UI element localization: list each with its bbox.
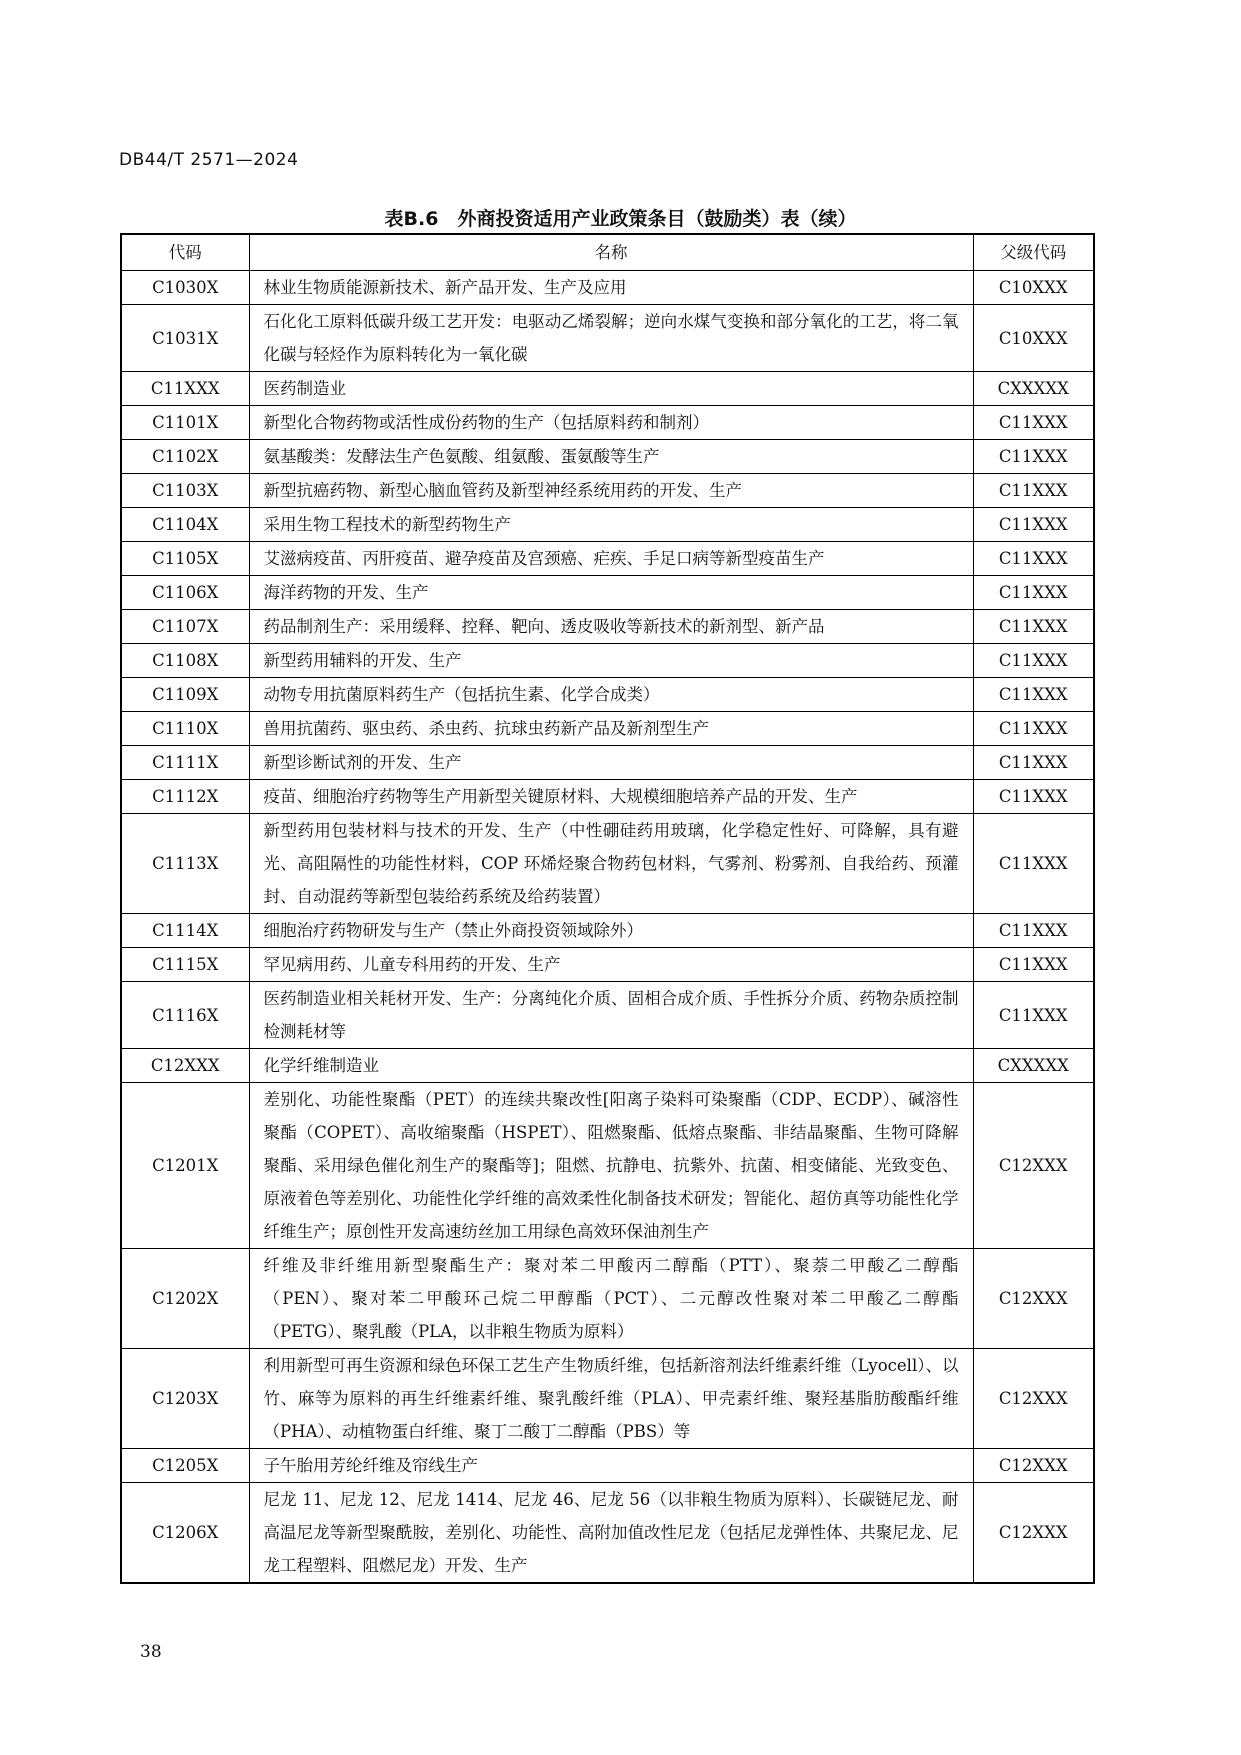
table-row: [121, 610, 1094, 644]
table-title: 表B.6 外商投资适用产业政策条目（鼓励类）表（续）: [384, 208, 857, 230]
table-row: [121, 712, 1094, 746]
code-cell: C1109X: [121, 678, 249, 712]
parent-code-cell: C10XXX: [973, 305, 1094, 372]
name-cell: 兽用抗菌药、驱虫药、杀虫药、抗球虫药新产品及新剂型生产: [249, 712, 973, 746]
table-row: [121, 1249, 1094, 1349]
code-cell: C1113X: [121, 814, 249, 914]
parent-code-cell: C11XXX: [973, 678, 1094, 712]
table-row: [121, 644, 1094, 678]
table-row: [121, 474, 1094, 508]
name-cell: 新型抗癌药物、新型心脑血管药及新型神经系统用药的开发、生产: [249, 474, 973, 508]
parent-code-cell: C12XXX: [973, 1249, 1094, 1349]
table-row: [121, 1349, 1094, 1449]
table-row: [121, 406, 1094, 440]
table-row: [121, 948, 1094, 982]
column-header-name: 名称: [249, 234, 973, 271]
code-cell: C1115X: [121, 948, 249, 982]
table-row: [121, 576, 1094, 610]
code-cell: C11XXX: [121, 372, 249, 406]
name-cell: 尼龙 11、尼龙 12、尼龙 1414、尼龙 46、尼龙 56（以非粮生物质为原料）、长碳链尼龙、耐高温尼龙等新型聚酰胺，差别化、功能性、高附加值改性尼龙（包括尼龙弹性体、共聚尼龙、尼龙工程塑料、阻燃尼龙）开发、生产: [249, 1483, 973, 1584]
table-row: [121, 678, 1094, 712]
parent-code-cell: C11XXX: [973, 474, 1094, 508]
table-row: [121, 780, 1094, 814]
parent-code-cell: C12XXX: [973, 1349, 1094, 1449]
name-cell: 利用新型可再生资源和绿色环保工艺生产生物质纤维，包括新溶剂法纤维素纤维（Lyocell）、以竹、麻等为原料的再生纤维素纤维、聚乳酸纤维（PLA）、甲壳素纤维、聚羟基脂肪酸酯纤维（PHA）、动植物蛋白纤维、聚丁二酸丁二醇酯（PBS）等: [249, 1349, 973, 1449]
code-cell: C1030X: [121, 271, 249, 305]
code-cell: C1103X: [121, 474, 249, 508]
name-cell: 化学纤维制造业: [249, 1049, 973, 1083]
parent-code-cell: C11XXX: [973, 542, 1094, 576]
name-cell: 细胞治疗药物研发与生产（禁止外商投资领域除外）: [249, 914, 973, 948]
code-cell: C1206X: [121, 1483, 249, 1584]
code-cell: C1107X: [121, 610, 249, 644]
name-cell: 罕见病用药、儿童专科用药的开发、生产: [249, 948, 973, 982]
code-cell: C12XXX: [121, 1049, 249, 1083]
code-cell: C1102X: [121, 440, 249, 474]
name-cell: 疫苗、细胞治疗药物等生产用新型关键原材料、大规模细胞培养产品的开发、生产: [249, 780, 973, 814]
name-cell: 医药制造业相关耗材开发、生产：分离纯化介质、固相合成介质、手性拆分介质、药物杂质控制检测耗材等: [249, 982, 973, 1049]
name-cell: 纤维及非纤维用新型聚酯生产：聚对苯二甲酸丙二醇酯（PTT）、聚萘二甲酸乙二醇酯（PEN）、聚对苯二甲酸环己烷二甲醇酯（PCT）、二元醇改性聚对苯二甲酸乙二醇酯（PETG）、聚乳酸（PLA，以非粮生物质为原料）: [249, 1249, 973, 1349]
code-cell: C1205X: [121, 1449, 249, 1483]
column-header-parent-code: 父级代码: [973, 234, 1094, 271]
code-cell: C1101X: [121, 406, 249, 440]
code-cell: C1112X: [121, 780, 249, 814]
parent-code-cell: C11XXX: [973, 440, 1094, 474]
name-cell: 新型化合物药物或活性成份药物的生产（包括原料药和制剂）: [249, 406, 973, 440]
table-row: [121, 746, 1094, 780]
parent-code-cell: C11XXX: [973, 746, 1094, 780]
name-cell: 新型诊断试剂的开发、生产: [249, 746, 973, 780]
parent-code-cell: C11XXX: [973, 406, 1094, 440]
policy-table: [120, 233, 1095, 1584]
parent-code-cell: CXXXXX: [973, 1049, 1094, 1083]
table-header-row: [121, 234, 1094, 271]
table-row: [121, 814, 1094, 914]
table-row: [121, 1083, 1094, 1249]
parent-code-cell: C10XXX: [973, 271, 1094, 305]
parent-code-cell: C11XXX: [973, 712, 1094, 746]
name-cell: 差别化、功能性聚酯（PET）的连续共聚改性[阳离子染料可染聚酯（CDP、ECDP）、碱溶性聚酯（COPET）、高收缩聚酯（HSPET）、阻燃聚酯、低熔点聚酯、非结晶聚酯、生物可降解聚酯、采用绿色催化剂生产的聚酯等]；阻燃、抗静电、抗紫外、抗菌、相变储能、光致变色、原液着色等差别化、功能性化学纤维的高效柔性化制备技术研发；智能化、超仿真等功能性化学纤维生产；原创性开发高速纺丝加工用绿色高效环保油剂生产: [249, 1083, 973, 1249]
document-id: DB44/T 2571—2024: [119, 150, 299, 170]
table-row: [121, 372, 1094, 406]
parent-code-cell: C11XXX: [973, 914, 1094, 948]
name-cell: 氨基酸类：发酵法生产色氨酸、组氨酸、蛋氨酸等生产: [249, 440, 973, 474]
parent-code-cell: C11XXX: [973, 644, 1094, 678]
name-cell: 艾滋病疫苗、丙肝疫苗、避孕疫苗及宫颈癌、疟疾、手足口病等新型疫苗生产: [249, 542, 973, 576]
parent-code-cell: C11XXX: [973, 982, 1094, 1049]
name-cell: 采用生物工程技术的新型药物生产: [249, 508, 973, 542]
table-row: [121, 982, 1094, 1049]
parent-code-cell: C11XXX: [973, 948, 1094, 982]
code-cell: C1203X: [121, 1349, 249, 1449]
code-cell: C1202X: [121, 1249, 249, 1349]
name-cell: 医药制造业: [249, 372, 973, 406]
name-cell: 动物专用抗菌原料药生产（包括抗生素、化学合成类）: [249, 678, 973, 712]
table-row: [121, 542, 1094, 576]
name-cell: 石化化工原料低碳升级工艺开发：电驱动乙烯裂解；逆向水煤气变换和部分氧化的工艺，将二氧化碳与轻烃作为原料转化为一氧化碳: [249, 305, 973, 372]
column-header-code: 代码: [121, 234, 249, 271]
code-cell: C1111X: [121, 746, 249, 780]
parent-code-cell: C12XXX: [973, 1449, 1094, 1483]
parent-code-cell: C11XXX: [973, 508, 1094, 542]
name-cell: 子午胎用芳纶纤维及帘线生产: [249, 1449, 973, 1483]
code-cell: C1116X: [121, 982, 249, 1049]
parent-code-cell: C11XXX: [973, 610, 1094, 644]
name-cell: 林业生物质能源新技术、新产品开发、生产及应用: [249, 271, 973, 305]
code-cell: C1104X: [121, 508, 249, 542]
code-cell: C1106X: [121, 576, 249, 610]
name-cell: 新型药用辅料的开发、生产: [249, 644, 973, 678]
name-cell: 海洋药物的开发、生产: [249, 576, 973, 610]
table-row: [121, 271, 1094, 305]
parent-code-cell: CXXXXX: [973, 372, 1094, 406]
parent-code-cell: C11XXX: [973, 814, 1094, 914]
parent-code-cell: C11XXX: [973, 576, 1094, 610]
code-cell: C1105X: [121, 542, 249, 576]
parent-code-cell: C11XXX: [973, 780, 1094, 814]
parent-code-cell: C12XXX: [973, 1083, 1094, 1249]
parent-code-cell: C12XXX: [973, 1483, 1094, 1584]
table-row: [121, 914, 1094, 948]
table-row: [121, 1049, 1094, 1083]
code-cell: C1031X: [121, 305, 249, 372]
table-row: [121, 305, 1094, 372]
name-cell: 新型药用包装材料与技术的开发、生产（中性硼硅药用玻璃，化学稳定性好、可降解，具有避光、高阻隔性的功能性材料，COP 环烯烃聚合物药包材料，气雾剂、粉雾剂、自我给药、预灌封、自动混药等新型包装给药系统及给药装置）: [249, 814, 973, 914]
code-cell: C1110X: [121, 712, 249, 746]
table-row: [121, 1483, 1094, 1584]
code-cell: C1108X: [121, 644, 249, 678]
page-number: 38: [140, 1642, 162, 1662]
code-cell: C1201X: [121, 1083, 249, 1249]
name-cell: 药品制剂生产：采用缓释、控释、靶向、透皮吸收等新技术的新剂型、新产品: [249, 610, 973, 644]
table-row: [121, 440, 1094, 474]
table-row: [121, 1449, 1094, 1483]
table-row: [121, 508, 1094, 542]
code-cell: C1114X: [121, 914, 249, 948]
